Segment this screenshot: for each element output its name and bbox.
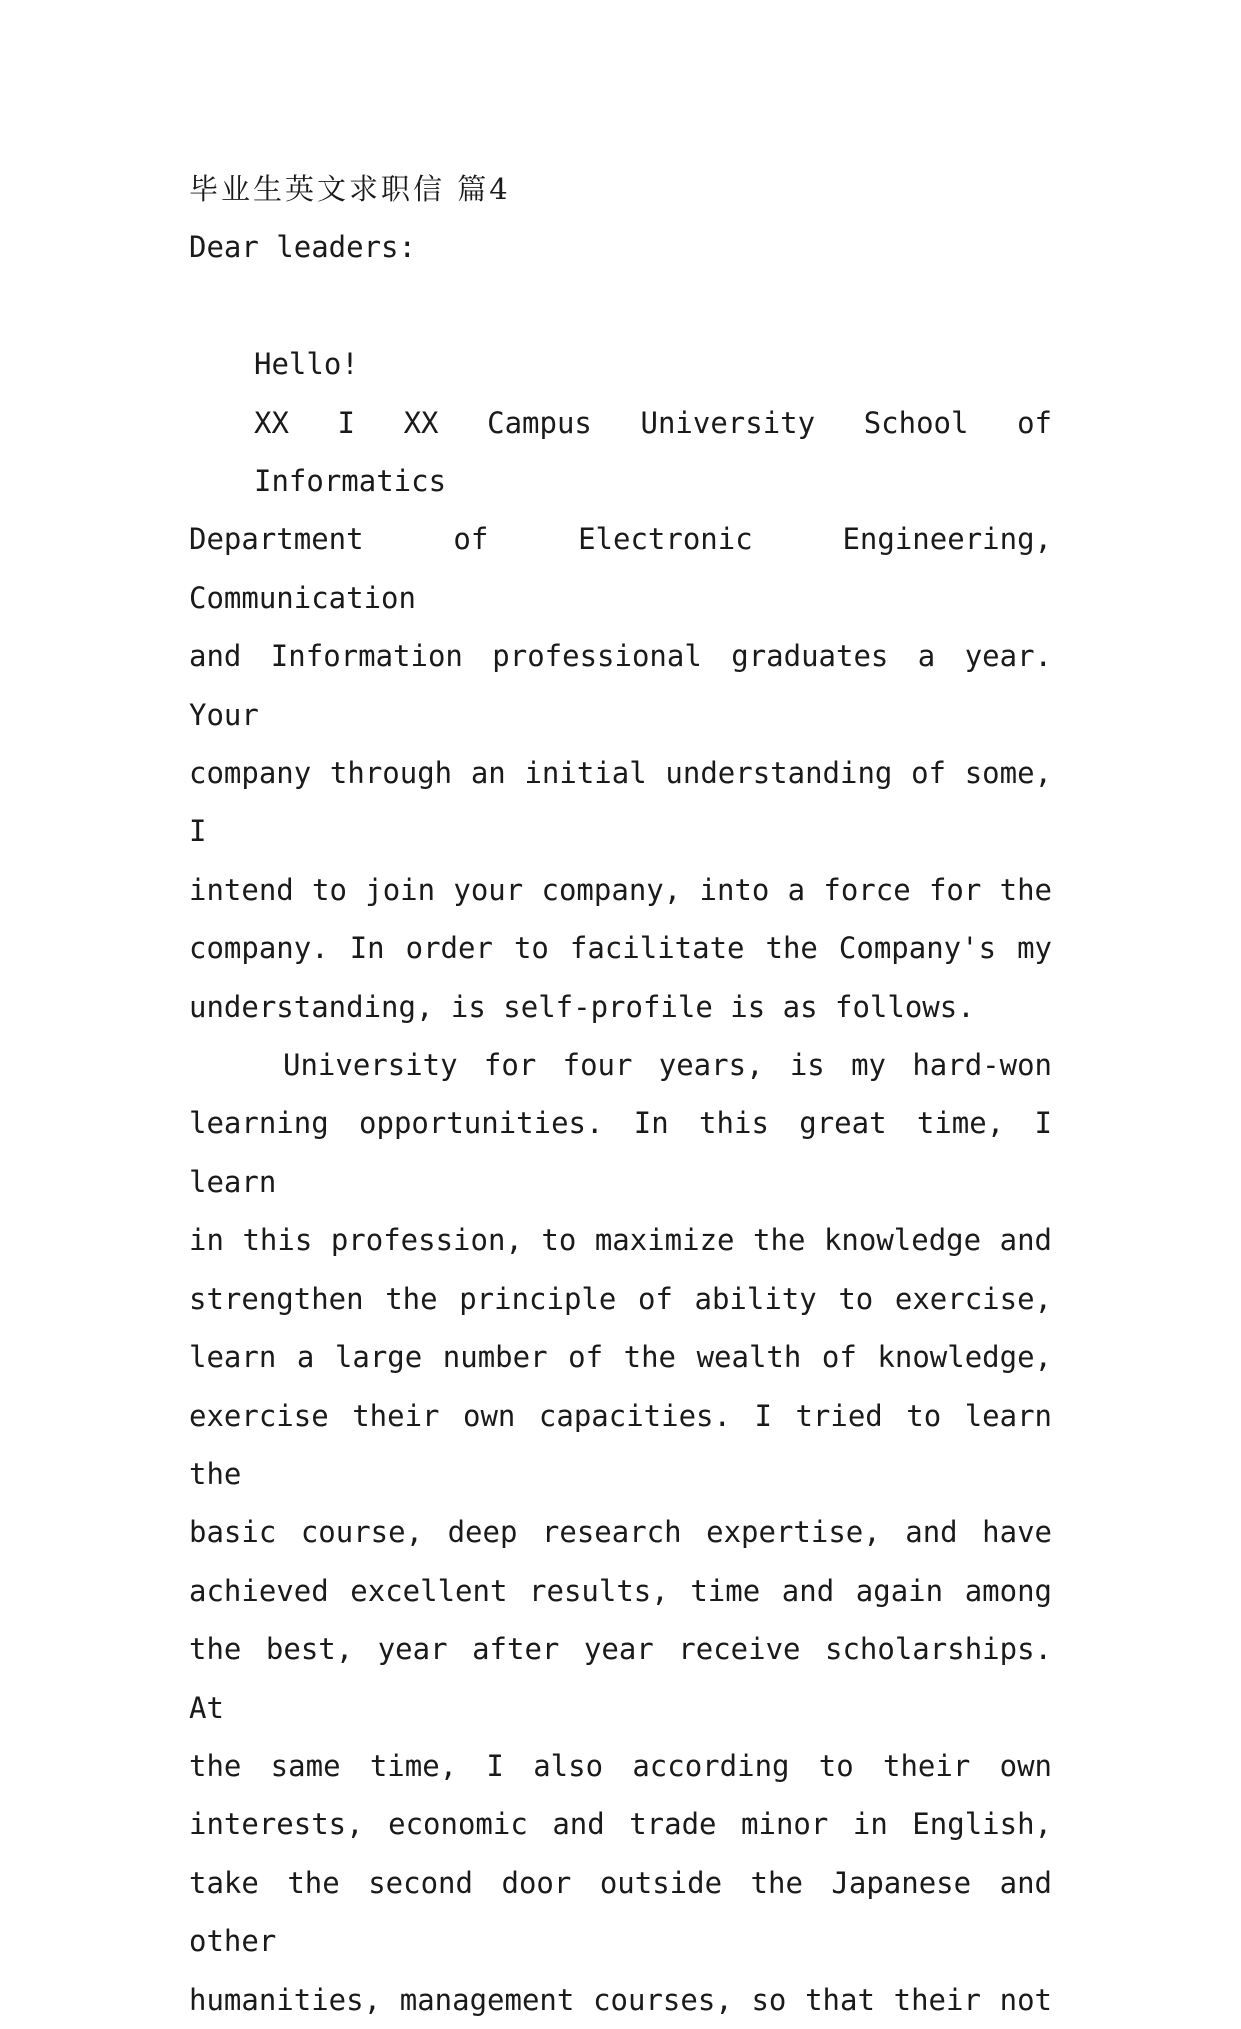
paragraph-1 xyxy=(189,394,1052,1036)
paragraph-line: company through an initial understanding of some, I xyxy=(189,756,1052,849)
greeting: Hello! xyxy=(254,347,359,382)
paragraph-line: achieved excellent results, time and again among xyxy=(189,1573,1052,1608)
paragraph-line: company. In order to facilitate the Company's my xyxy=(189,931,1052,966)
paragraph-line: Department of Electronic Engineering, Communication xyxy=(189,522,1052,615)
paragraph-line: the best, year after year receive scholarships. At xyxy=(189,1632,1052,1725)
paragraph-line: and Information professional graduates a year. Your xyxy=(189,639,1052,732)
paragraph-line: strengthen the principle of ability to exercise, xyxy=(189,1281,1052,1316)
paragraph-line: interests, economic and trade minor in English, xyxy=(189,1807,1052,1842)
paragraph-line: University for four years, is my hard-won xyxy=(283,1048,1052,1083)
paragraph-line: take the second door outside the Japanese and other xyxy=(189,1865,1052,1959)
paragraph-line: basic course, deep research expertise, and have xyxy=(189,1515,1052,1550)
paragraph-line: learn a large number of the wealth of knowledge, xyxy=(189,1340,1052,1375)
salutation: Dear leaders: xyxy=(189,230,416,265)
paragraph-line: intend to join your company, into a force for the xyxy=(189,872,1052,907)
document-title: 毕业生英文求职信 篇4 xyxy=(189,172,511,206)
paragraph-line: XX I XX Campus University School of Informatics xyxy=(254,405,1052,499)
paragraph-line: understanding, is self-profile is as follows. xyxy=(189,989,975,1024)
document-page xyxy=(189,160,1052,2029)
paragraph-line: the same time, I also according to their own xyxy=(189,1748,1052,1783)
paragraph-line: exercise their own capacities. I tried to learn the xyxy=(189,1398,1052,1491)
paragraph-line: in this profession, to maximize the knowledge and xyxy=(189,1223,1052,1258)
paragraph-2 xyxy=(189,1036,1052,2029)
paragraph-line: humanities, management courses, so that their not xyxy=(189,1982,1052,2017)
paragraph-line: learning opportunities. In this great time, I learn xyxy=(189,1106,1052,1199)
